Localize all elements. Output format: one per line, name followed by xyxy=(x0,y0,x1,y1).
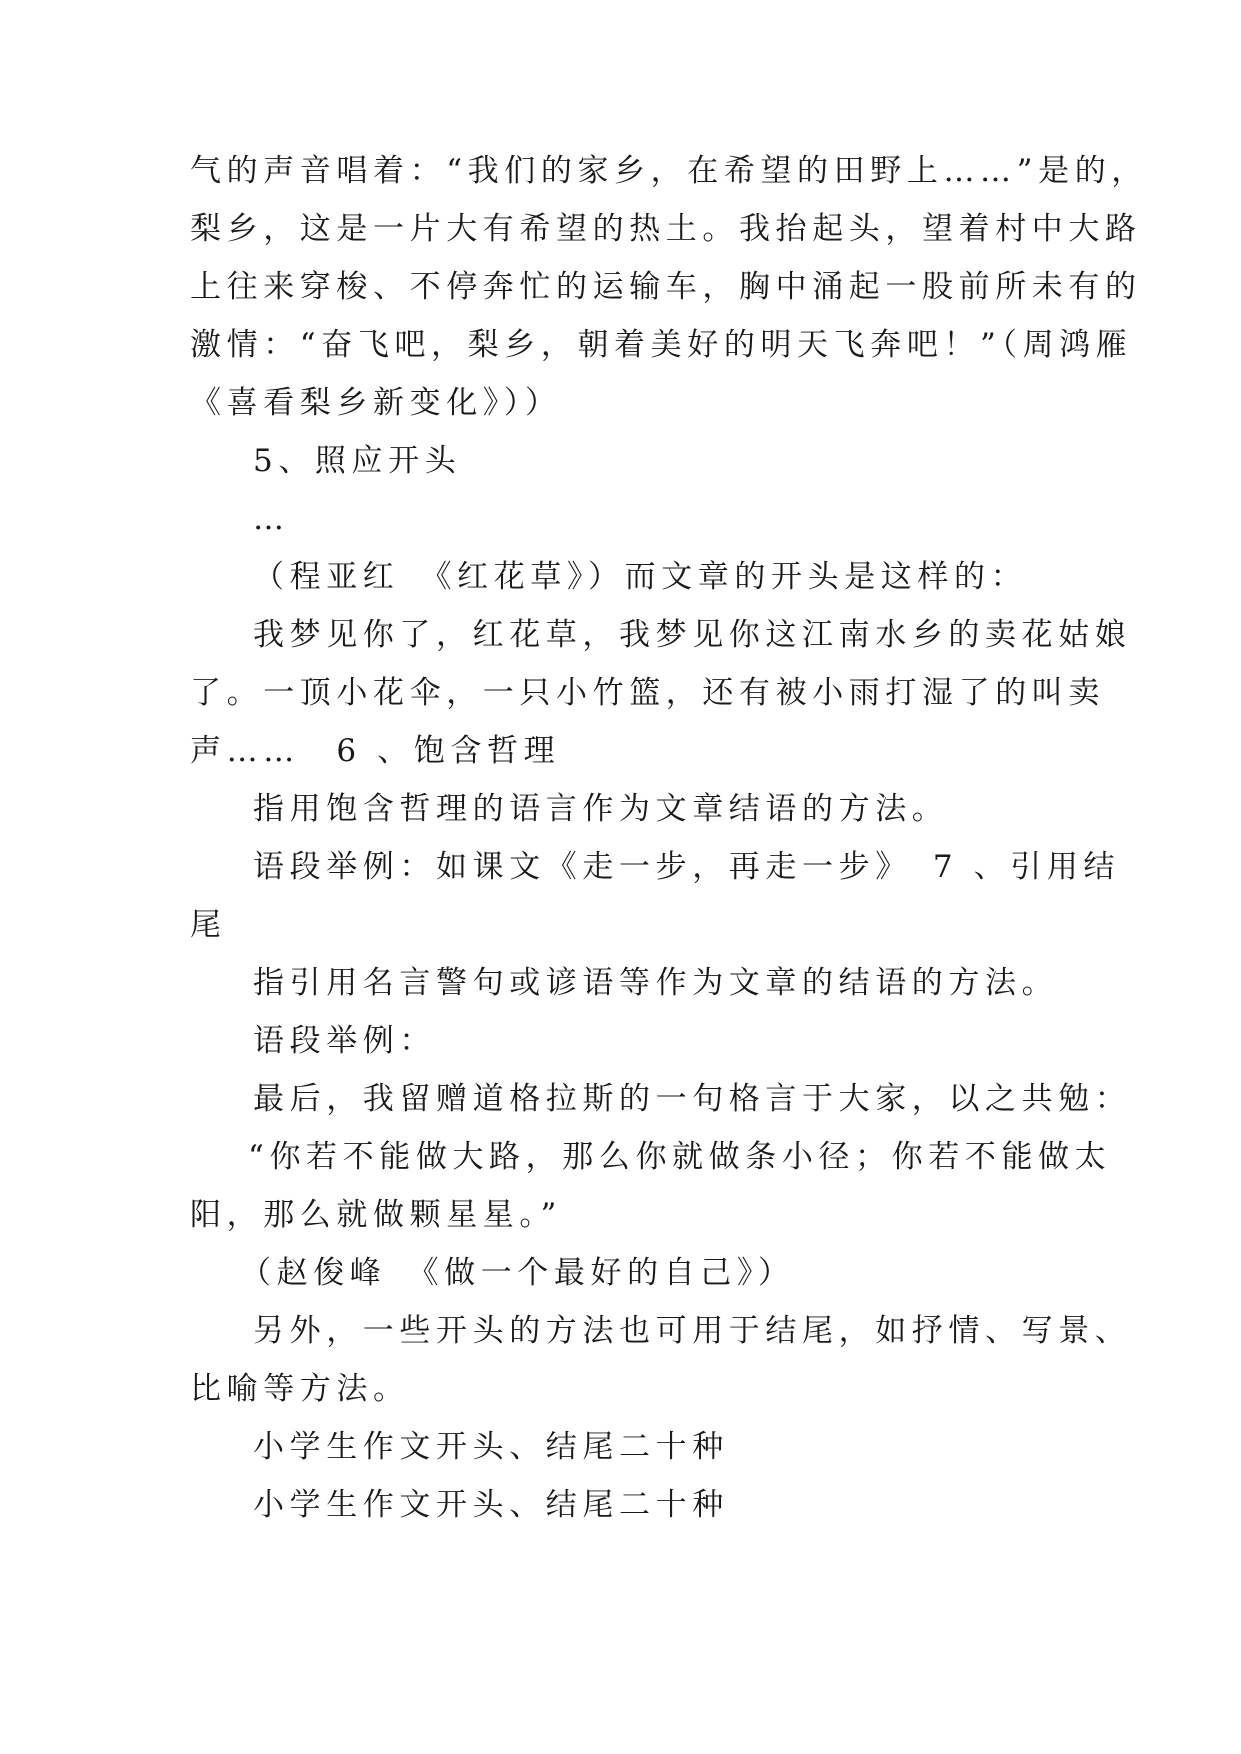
paragraph-line-12: 指用饱含哲理的语言作为文章结语的方法。 xyxy=(253,791,949,827)
paragraph-line-14: 尾 xyxy=(190,907,227,943)
paragraph-line-15: 指引用名言警句或谚语等作为文章的结语的方法。 xyxy=(253,965,1059,1001)
paragraph-line-4: 激情：“奋飞吧，梨乡，朝着美好的明天飞奔吧！”（周鸿雁 xyxy=(190,327,1133,363)
paragraph-line-10: 了。一顶小花伞，一只小竹篮，还有被小雨打湿了的叫卖 xyxy=(190,675,1105,711)
paragraph-line-17: 最后，我留赠道格拉斯的一句格言于大家，以之共勉： xyxy=(253,1081,1132,1117)
paragraph-line-1: 气的声音唱着：“我们的家乡，在希望的田野上……”是的， xyxy=(190,153,1148,189)
citation-line-2: （赵俊峰 《做一个最好的自己》） xyxy=(240,1255,795,1291)
paragraph-line-3: 上往来穿梭、不停奔忙的运输车，胸中涌起一股前所未有的 xyxy=(190,269,1142,305)
section-heading-echo-opening: 5、照应开头 xyxy=(253,443,462,479)
title-line-1: 小学生作文开头、结尾二十种 xyxy=(253,1429,729,1465)
quote-line-1: “你若不能做大路，那么你就做条小径；你若不能做太 xyxy=(248,1139,1112,1175)
title-line-2: 小学生作文开头、结尾二十种 xyxy=(253,1487,729,1523)
paragraph-line-9: 我梦见你了，红花草，我梦见你这江南水乡的卖花姑娘 xyxy=(253,617,1132,653)
ellipsis-line: … xyxy=(253,501,290,537)
paragraph-line-2: 梨乡，这是一片大有希望的热土。我抬起头，望着村中大路 xyxy=(190,211,1142,247)
paragraph-line-21: 另外，一些开头的方法也可用于结尾，如抒情、写景、 xyxy=(253,1313,1132,1349)
paragraph-line-5: 《喜看梨乡新变化》）） xyxy=(190,385,562,421)
paragraph-line-16: 语段举例： xyxy=(253,1023,436,1059)
citation-line: （程亚红 《红花草》）而文章的开头是这样的： xyxy=(253,559,1028,595)
paragraph-line-22: 比喻等方法。 xyxy=(190,1371,410,1407)
paragraph-line-11: 声…… 6 、饱含哲理 xyxy=(190,733,561,769)
paragraph-line-13: 语段举例：如课文《走一步，再走一步》 7 、引用结 xyxy=(253,849,1121,885)
quote-line-2: 阳，那么就做颗星星。” xyxy=(190,1197,562,1233)
